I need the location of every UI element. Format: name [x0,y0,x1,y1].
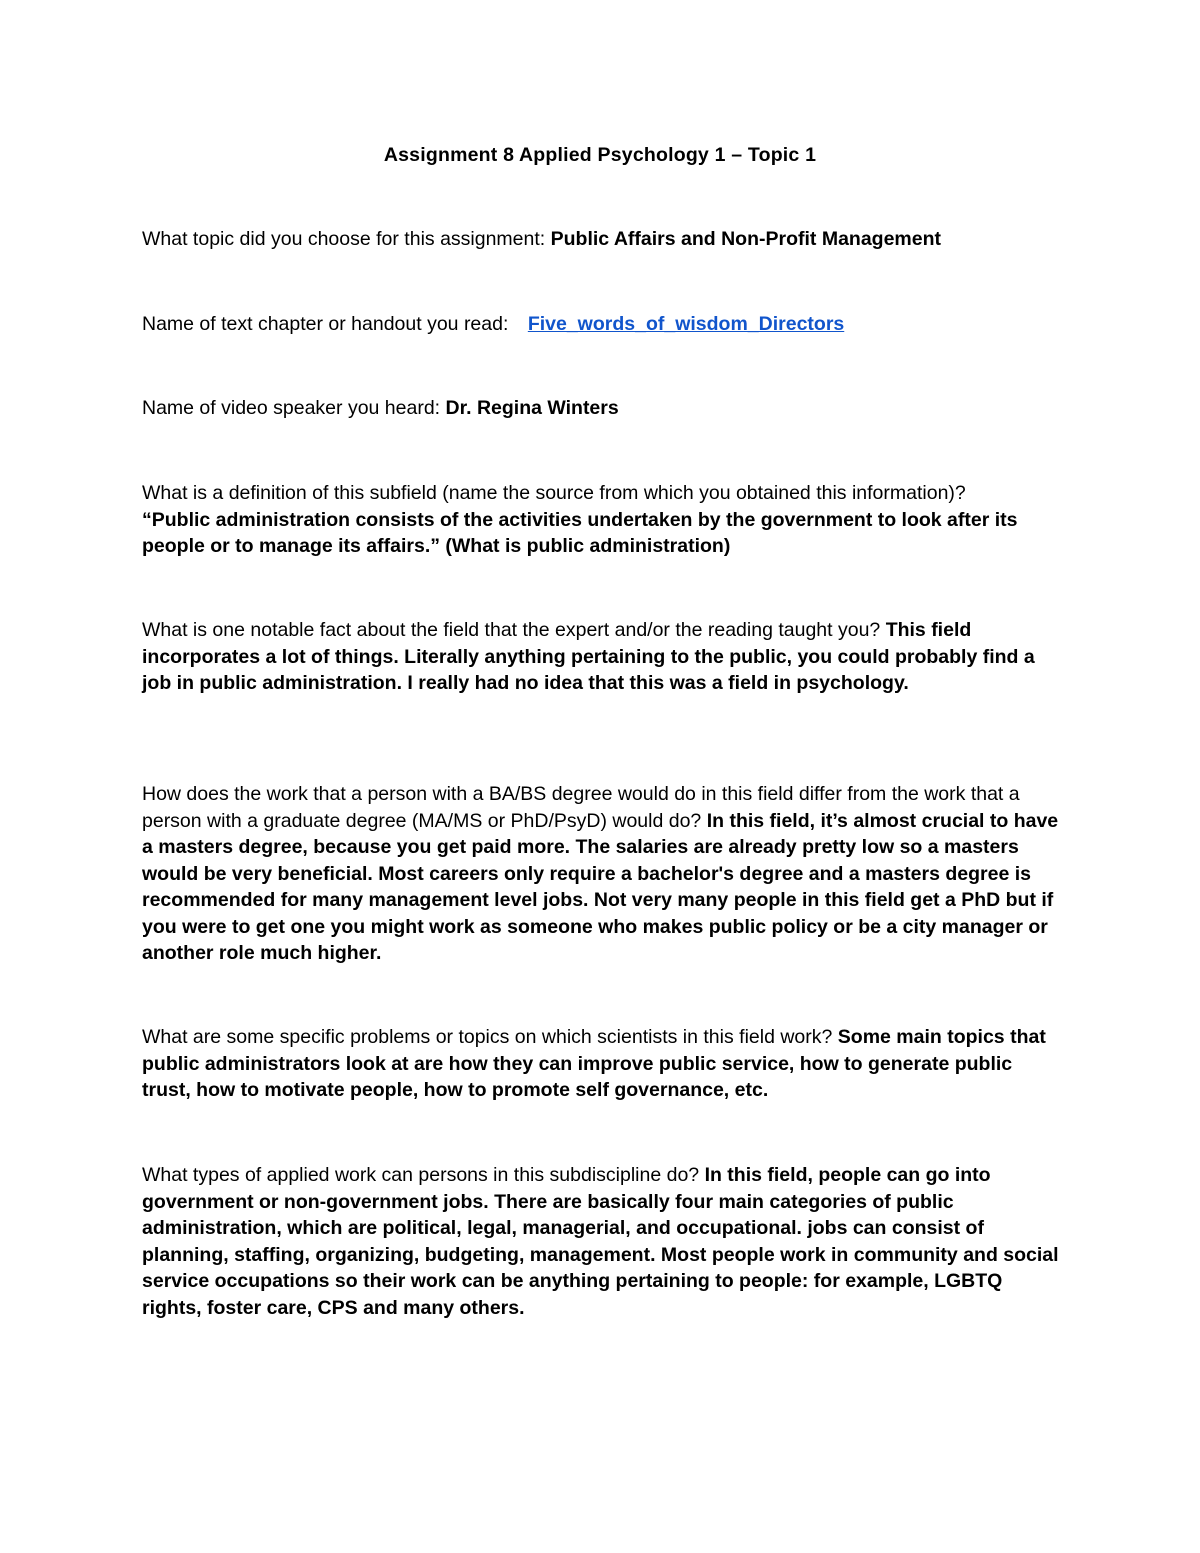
answer-text: Dr. Regina Winters [445,397,619,419]
question-text: What types of applied work can persons in this subdiscipline do? [142,1164,705,1186]
question-text: How does the work that a person with a BA/BS degree would do in this field differ from the work that a person with a graduate degree (MA/MS or PhD/PsyD) would do? [142,783,1020,832]
applied-work-item [142,1162,1062,1321]
question-text: Name of video speaker you heard: [142,397,446,419]
answer-text: Public Affairs and Non-Profit Management [550,228,942,250]
question-text: Name of text chapter or handout you read: [142,313,514,335]
handout-link[interactable]: Five_words_of_wisdom_Directors [527,313,845,335]
reading-item [142,311,1062,338]
degree-difference-item [142,781,1062,967]
question-text: What is a definition of this subfield (name the source from which you obtained this information)? [142,482,966,504]
answer-text: “Public administration consists of the activities undertaken by the government to look after its people or to manage its affairs.” (What is public administration) [142,508,1018,557]
speaker-item [142,395,1062,422]
research-topics-item [142,1024,1062,1104]
topic-item [142,226,1062,253]
document-title: Assignment 8 Applied Psychology 1 – Topic 1 [383,144,817,166]
question-text: What are some specific problems or topics on which scientists in this field work? [142,1026,838,1048]
answer-text: In this field, people can go into government or non-government jobs. There are basically four main categories of public administration, which are political, legal, managerial, and occupational. jobs can consist of planning, staffing, organizing, budgeting, management. Most people work in community and social service occupations so their work can be anything pertaining to people: for example, LGBTQ rights, foster care, CPS and many others. [142,1164,1059,1319]
answer-text: This field incorporates a lot of things. Literally anything pertaining to the public, you could probably find a job in public administration. I really had no idea that this was a field in psychology. [142,619,1035,694]
definition-item [142,480,1062,560]
question-text: What is one notable fact about the field that the expert and/or the reading taught you? [142,619,886,641]
answer-text: Some main topics that public administrators look at are how they can improve public service, how to generate public trust, how to motivate people, how to promote self governance, etc. [142,1026,1046,1101]
answer-text: In this field, it’s almost crucial to have a masters degree, because you get paid more. The salaries are already pretty low so a masters would be very beneficial. Most careers only require a bachelor's degree and a masters degree is recommended for many management level jobs. Not very many people in this field get a PhD but if you were to get one you might work as someone who makes public policy or be a city manager or another role much higher. [142,809,1059,964]
question-text: What topic did you choose for this assignment: [142,228,551,250]
notable-fact-item [142,617,1062,697]
